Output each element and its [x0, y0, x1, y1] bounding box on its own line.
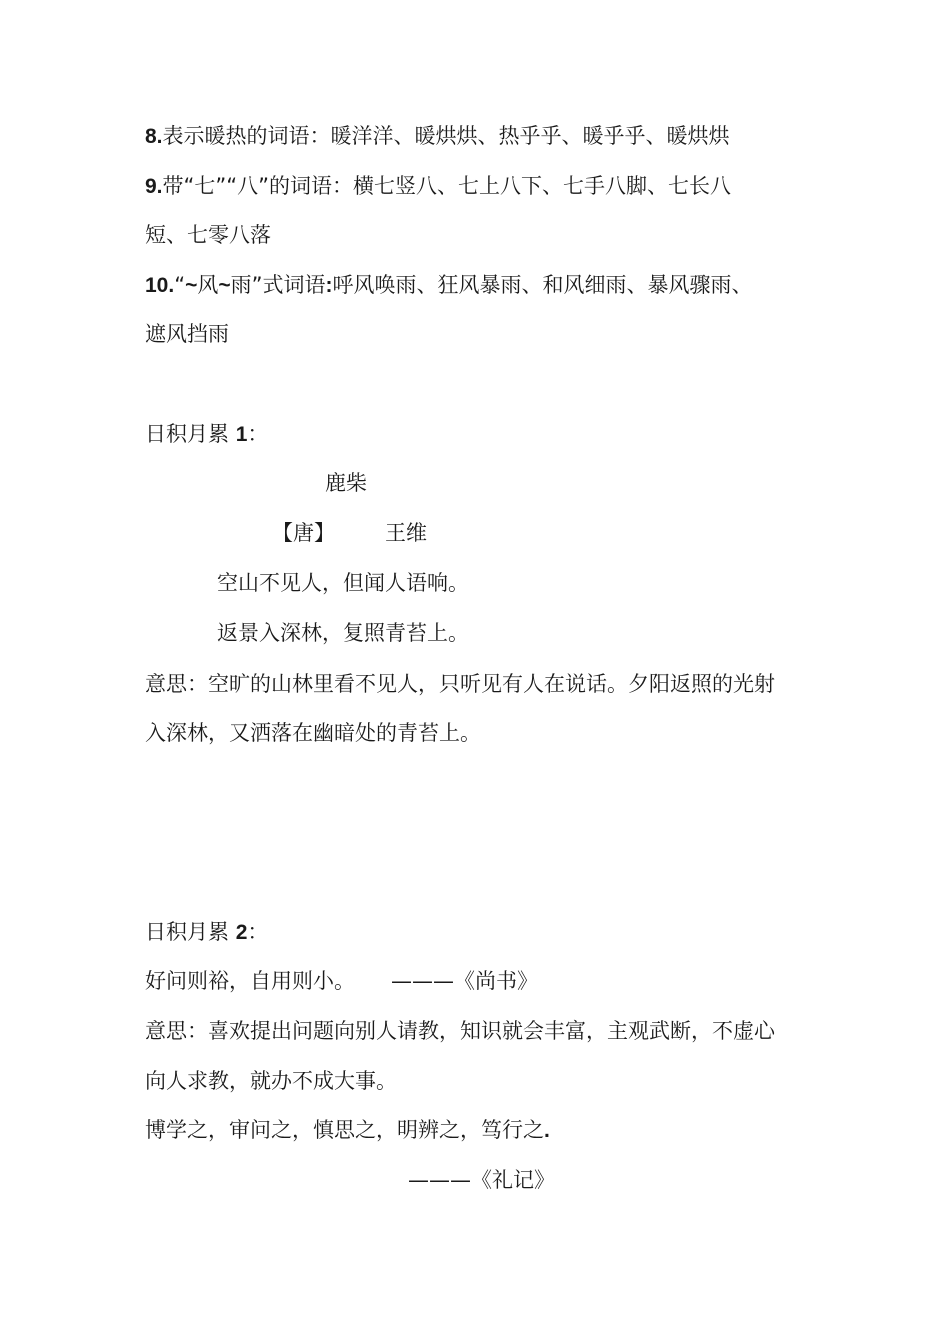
item-number: 8.	[145, 125, 163, 148]
quote-2	[145, 1116, 550, 1145]
item-text: 带“七”“八”的词语：横七竖八、七上八下、七手八脚、七长八	[162, 174, 732, 198]
poem-meaning-line-2: 入深林，又洒落在幽暗处的青苔上。	[145, 721, 481, 745]
vocab-item-9-continued	[145, 221, 271, 249]
vocab-item-8	[145, 122, 730, 151]
item-text: 表示暖热的词语：暖洋洋、暖烘烘、热乎乎、暖乎乎、暖烘烘	[162, 124, 730, 148]
item-number: 10.	[145, 274, 175, 297]
poem-title: 鹿柴	[325, 471, 367, 495]
item-text: 遮风挡雨	[145, 322, 229, 346]
quote-2-source: ———《礼记》	[408, 1168, 555, 1192]
quote-source: ———《尚书》	[391, 969, 538, 993]
item-text-colon: :	[325, 274, 333, 297]
heading-colon: ：	[247, 920, 269, 944]
heading-text: 日积月累	[145, 422, 236, 446]
quote-text: 好问则裕，自用则小。	[145, 969, 355, 993]
heading-text: 日积月累	[145, 920, 236, 944]
heading-number: 1	[235, 423, 248, 446]
quote-meaning-line-2: 向人求教，就办不成大事。	[145, 1069, 397, 1093]
quote-meaning-line-1: 意思：喜欢提出问题向别人请教，知识就会丰富，主观武断，不虚心	[145, 1019, 775, 1043]
vocab-item-10-continued	[145, 320, 229, 348]
heading-colon: ：	[247, 422, 269, 446]
item-text: 呼风唤雨、狂风暴雨、和风细雨、暴风骤雨、	[332, 273, 753, 297]
poem-meaning-line-1: 意思：空旷的山林里看不见人，只听见有人在说话。夕阳返照的光射	[145, 672, 775, 696]
quote-text: 博学之，审问之，慎思之，明辨之，笃行之	[145, 1118, 544, 1142]
item-text-quote-open: “	[174, 273, 186, 297]
poem-author: 王维	[385, 521, 427, 545]
item-number: 9.	[145, 175, 163, 198]
item-text: 雨”式词语	[230, 273, 326, 297]
poem-dynasty: 【唐】	[272, 521, 335, 545]
section-1-heading	[145, 420, 268, 449]
item-text-tilde: ~	[218, 274, 231, 297]
vocab-item-9	[145, 172, 731, 201]
item-text-feng: 风	[197, 273, 219, 297]
quote-1	[145, 967, 538, 995]
vocab-item-10	[145, 271, 753, 300]
item-text: 短、七零八落	[145, 223, 271, 247]
poem-line-1: 空山不见人，但闻人语响。	[217, 571, 469, 595]
quote-period: .	[544, 1119, 550, 1142]
heading-number: 2	[235, 921, 248, 944]
section-2-heading	[145, 918, 268, 947]
item-text-tilde: ~	[185, 274, 198, 297]
poem-line-2: 返景入深林，复照青苔上。	[217, 621, 469, 645]
